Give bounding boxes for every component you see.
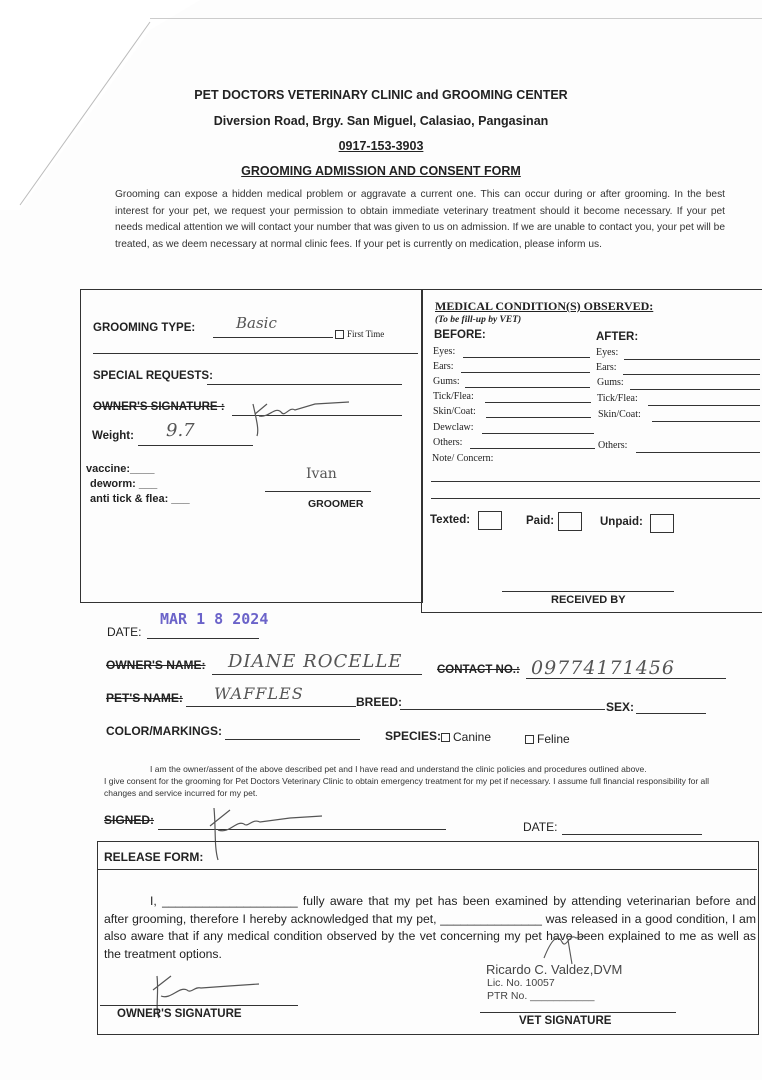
grooming-type-line: [213, 337, 333, 338]
grooming-extra-line: [93, 353, 418, 354]
after-tickflea: Tick/Flea:: [597, 393, 638, 404]
before-dewclaw: Dewclaw:: [433, 422, 474, 433]
after-gums: Gums:: [597, 377, 624, 388]
pet-name-line[interactable]: [186, 706, 356, 707]
grooming-type-label: GROOMING TYPE:: [93, 322, 196, 334]
sex-line[interactable]: [636, 713, 706, 714]
consent-date-label: DATE:: [523, 820, 558, 834]
intro-paragraph: Grooming can expose a hidden medical problem or aggravate a current one. This can occur during or after grooming. In the best interest for your pet, we request your permission to obtain immediate veterinary treatment should it become necessary. If your pet needs medical attention we will contact your number that was given to us on admission. If we are unable to contact you, your pet will be treated, as we deem necessary at normal clinic fees. If your pet is currently on medication, please inform us.: [115, 189, 725, 250]
owner-release-signature-line[interactable]: [100, 1005, 298, 1006]
breed-label: BREED:: [356, 695, 403, 709]
paper-top-edge: [150, 18, 762, 19]
before-tickflea-line[interactable]: [485, 402, 591, 403]
owner-signature-label: OWNER'S SIGNATURE :: [93, 401, 225, 413]
vet-signature-line[interactable]: [480, 1012, 676, 1013]
before-gums-line[interactable]: [465, 387, 590, 388]
date-label: DATE:: [107, 625, 142, 639]
groomer-line[interactable]: [265, 491, 371, 492]
release-body: I, ____________________ fully aware that my pet has been examined by attending veterinarian before and after grooming, therefore I hereby acknowledged that my pet, _______________ was released in a good condition, I am also aware that if any medical condition observed by the vet concerning my pet have been explained to me as well as the treatment options.: [104, 894, 756, 961]
first-time-label: First Time: [347, 329, 385, 339]
first-time-checkbox[interactable]: [335, 329, 384, 339]
weight-line[interactable]: [138, 445, 253, 446]
paper-fold-corner: [0, 0, 200, 210]
groomer-label: GROOMER: [308, 498, 364, 510]
special-requests-label: SPECIAL REQUESTS:: [93, 370, 213, 382]
unpaid-checkbox[interactable]: [650, 514, 674, 533]
after-gums-line[interactable]: [630, 389, 760, 390]
vet-lic-no: Lic. No. 10057: [487, 977, 555, 989]
owner-name-label: OWNER'S NAME:: [106, 658, 206, 672]
clinic-name: PET DOCTORS VETERINARY CLINIC and GROOMING CENTER: [194, 88, 568, 102]
clinic-address: Diversion Road, Brgy. San Miguel, Calasiao, Pangasinan: [213, 114, 549, 128]
before-skincoat: Skin/Coat:: [433, 406, 476, 417]
canine-checkbox-icon: [441, 733, 450, 742]
clinic-phone: 0917-153-3903: [338, 139, 424, 153]
before-ears-line[interactable]: [461, 372, 590, 373]
texted-checkbox[interactable]: [478, 511, 502, 530]
vet-ptr-no: PTR No. ___________: [487, 990, 595, 1002]
after-ears: Ears:: [596, 362, 617, 373]
pet-name-label: PET'S NAME:: [106, 691, 183, 705]
before-others: Others:: [433, 437, 463, 448]
received-by-line[interactable]: [502, 591, 674, 592]
after-eyes-line[interactable]: [624, 359, 760, 360]
vaccine-field[interactable]: vaccine:____: [86, 463, 155, 475]
vet-signature-label: VET SIGNATURE: [519, 1015, 612, 1027]
groomer-name: Ivan: [306, 466, 337, 482]
species-feline-label: Feline: [537, 732, 570, 746]
before-skincoat-line[interactable]: [486, 417, 591, 418]
before-eyes-line[interactable]: [463, 357, 590, 358]
after-ears-line[interactable]: [623, 374, 760, 375]
species-canine-label: Canine: [453, 730, 492, 744]
paid-label: Paid:: [526, 515, 555, 527]
sex-label: SEX:: [606, 700, 635, 714]
after-tickflea-line[interactable]: [648, 405, 760, 406]
release-form-title: RELEASE FORM:: [104, 850, 204, 864]
owner-name-line[interactable]: [212, 674, 422, 675]
medical-title: MEDICAL CONDITION(S) OBSERVED:: [435, 299, 654, 313]
note-line-2[interactable]: [431, 498, 760, 499]
after-eyes: Eyes:: [596, 347, 619, 358]
before-tickflea: Tick/Flea:: [433, 391, 474, 402]
paid-checkbox[interactable]: [558, 512, 582, 531]
date-line[interactable]: [147, 638, 259, 639]
before-eyes: Eyes:: [433, 346, 456, 357]
pet-name-value: WAFFLES: [214, 684, 304, 703]
owner-release-signature-label: OWNER'S SIGNATURE: [117, 1008, 242, 1020]
contact-value: 09774171456: [531, 657, 675, 679]
consent-line-2: I give consent for the grooming for Pet Doctors Veterinary Clinic to obtain emergency treatment for my pet if necessary. I assume full financial responsibility for all changes and service incurred for my pet.: [104, 776, 710, 798]
consent-date-line[interactable]: [562, 834, 702, 835]
before-gums: Gums:: [433, 376, 460, 387]
feline-checkbox-icon: [525, 735, 534, 744]
unpaid-label: Unpaid:: [600, 516, 643, 528]
color-markings-line[interactable]: [225, 739, 360, 740]
color-markings-label: COLOR/MARKINGS:: [106, 724, 222, 738]
before-others-line[interactable]: [470, 448, 595, 449]
after-skincoat-line[interactable]: [652, 421, 760, 422]
received-by-label: RECEIVED BY: [551, 594, 626, 606]
texted-label: Texted:: [430, 514, 471, 526]
antitick-field[interactable]: anti tick & flea: ___: [90, 493, 190, 505]
special-requests-line[interactable]: [207, 384, 402, 385]
weight-value: 9.7: [166, 420, 195, 441]
signed-label: SIGNED:: [104, 813, 155, 827]
after-others: Others:: [598, 440, 628, 451]
deworm-field[interactable]: deworm: ___: [90, 478, 158, 490]
note-line-1[interactable]: [431, 481, 760, 482]
owner-name-value: DIANE ROCELLE: [228, 651, 403, 672]
grooming-type-value[interactable]: Basic: [236, 314, 277, 332]
vet-name: Ricardo C. Valdez,DVM: [486, 962, 623, 977]
before-label: BEFORE:: [434, 329, 486, 341]
before-dewclaw-line[interactable]: [482, 433, 594, 434]
weight-label: Weight:: [92, 430, 134, 442]
after-skincoat: Skin/Coat:: [598, 409, 641, 420]
before-ears: Ears:: [433, 361, 454, 372]
form-title: GROOMING ADMISSION AND CONSENT FORM: [241, 164, 521, 178]
species-label: SPECIES:: [385, 729, 442, 743]
consent-line-1: I am the owner/assent of the above described pet and I have read and understand the clinic policies and procedures outlined above.: [150, 764, 647, 774]
owner-signature-scribble: [245, 392, 355, 442]
species-canine-option[interactable]: [441, 730, 491, 744]
breed-line[interactable]: [400, 709, 605, 710]
release-title-divider: [97, 869, 757, 870]
species-feline-option[interactable]: [525, 732, 570, 746]
medical-subtitle: (To be fill-up by VET): [435, 315, 522, 325]
after-others-line[interactable]: [636, 452, 760, 453]
date-stamp: MAR 1 8 2024: [160, 610, 269, 628]
contact-label: CONTACT NO.:: [437, 664, 520, 676]
note-concern-label: Note/ Concern:: [432, 453, 494, 464]
after-label: AFTER:: [596, 331, 639, 343]
checkbox-icon: [335, 330, 344, 339]
